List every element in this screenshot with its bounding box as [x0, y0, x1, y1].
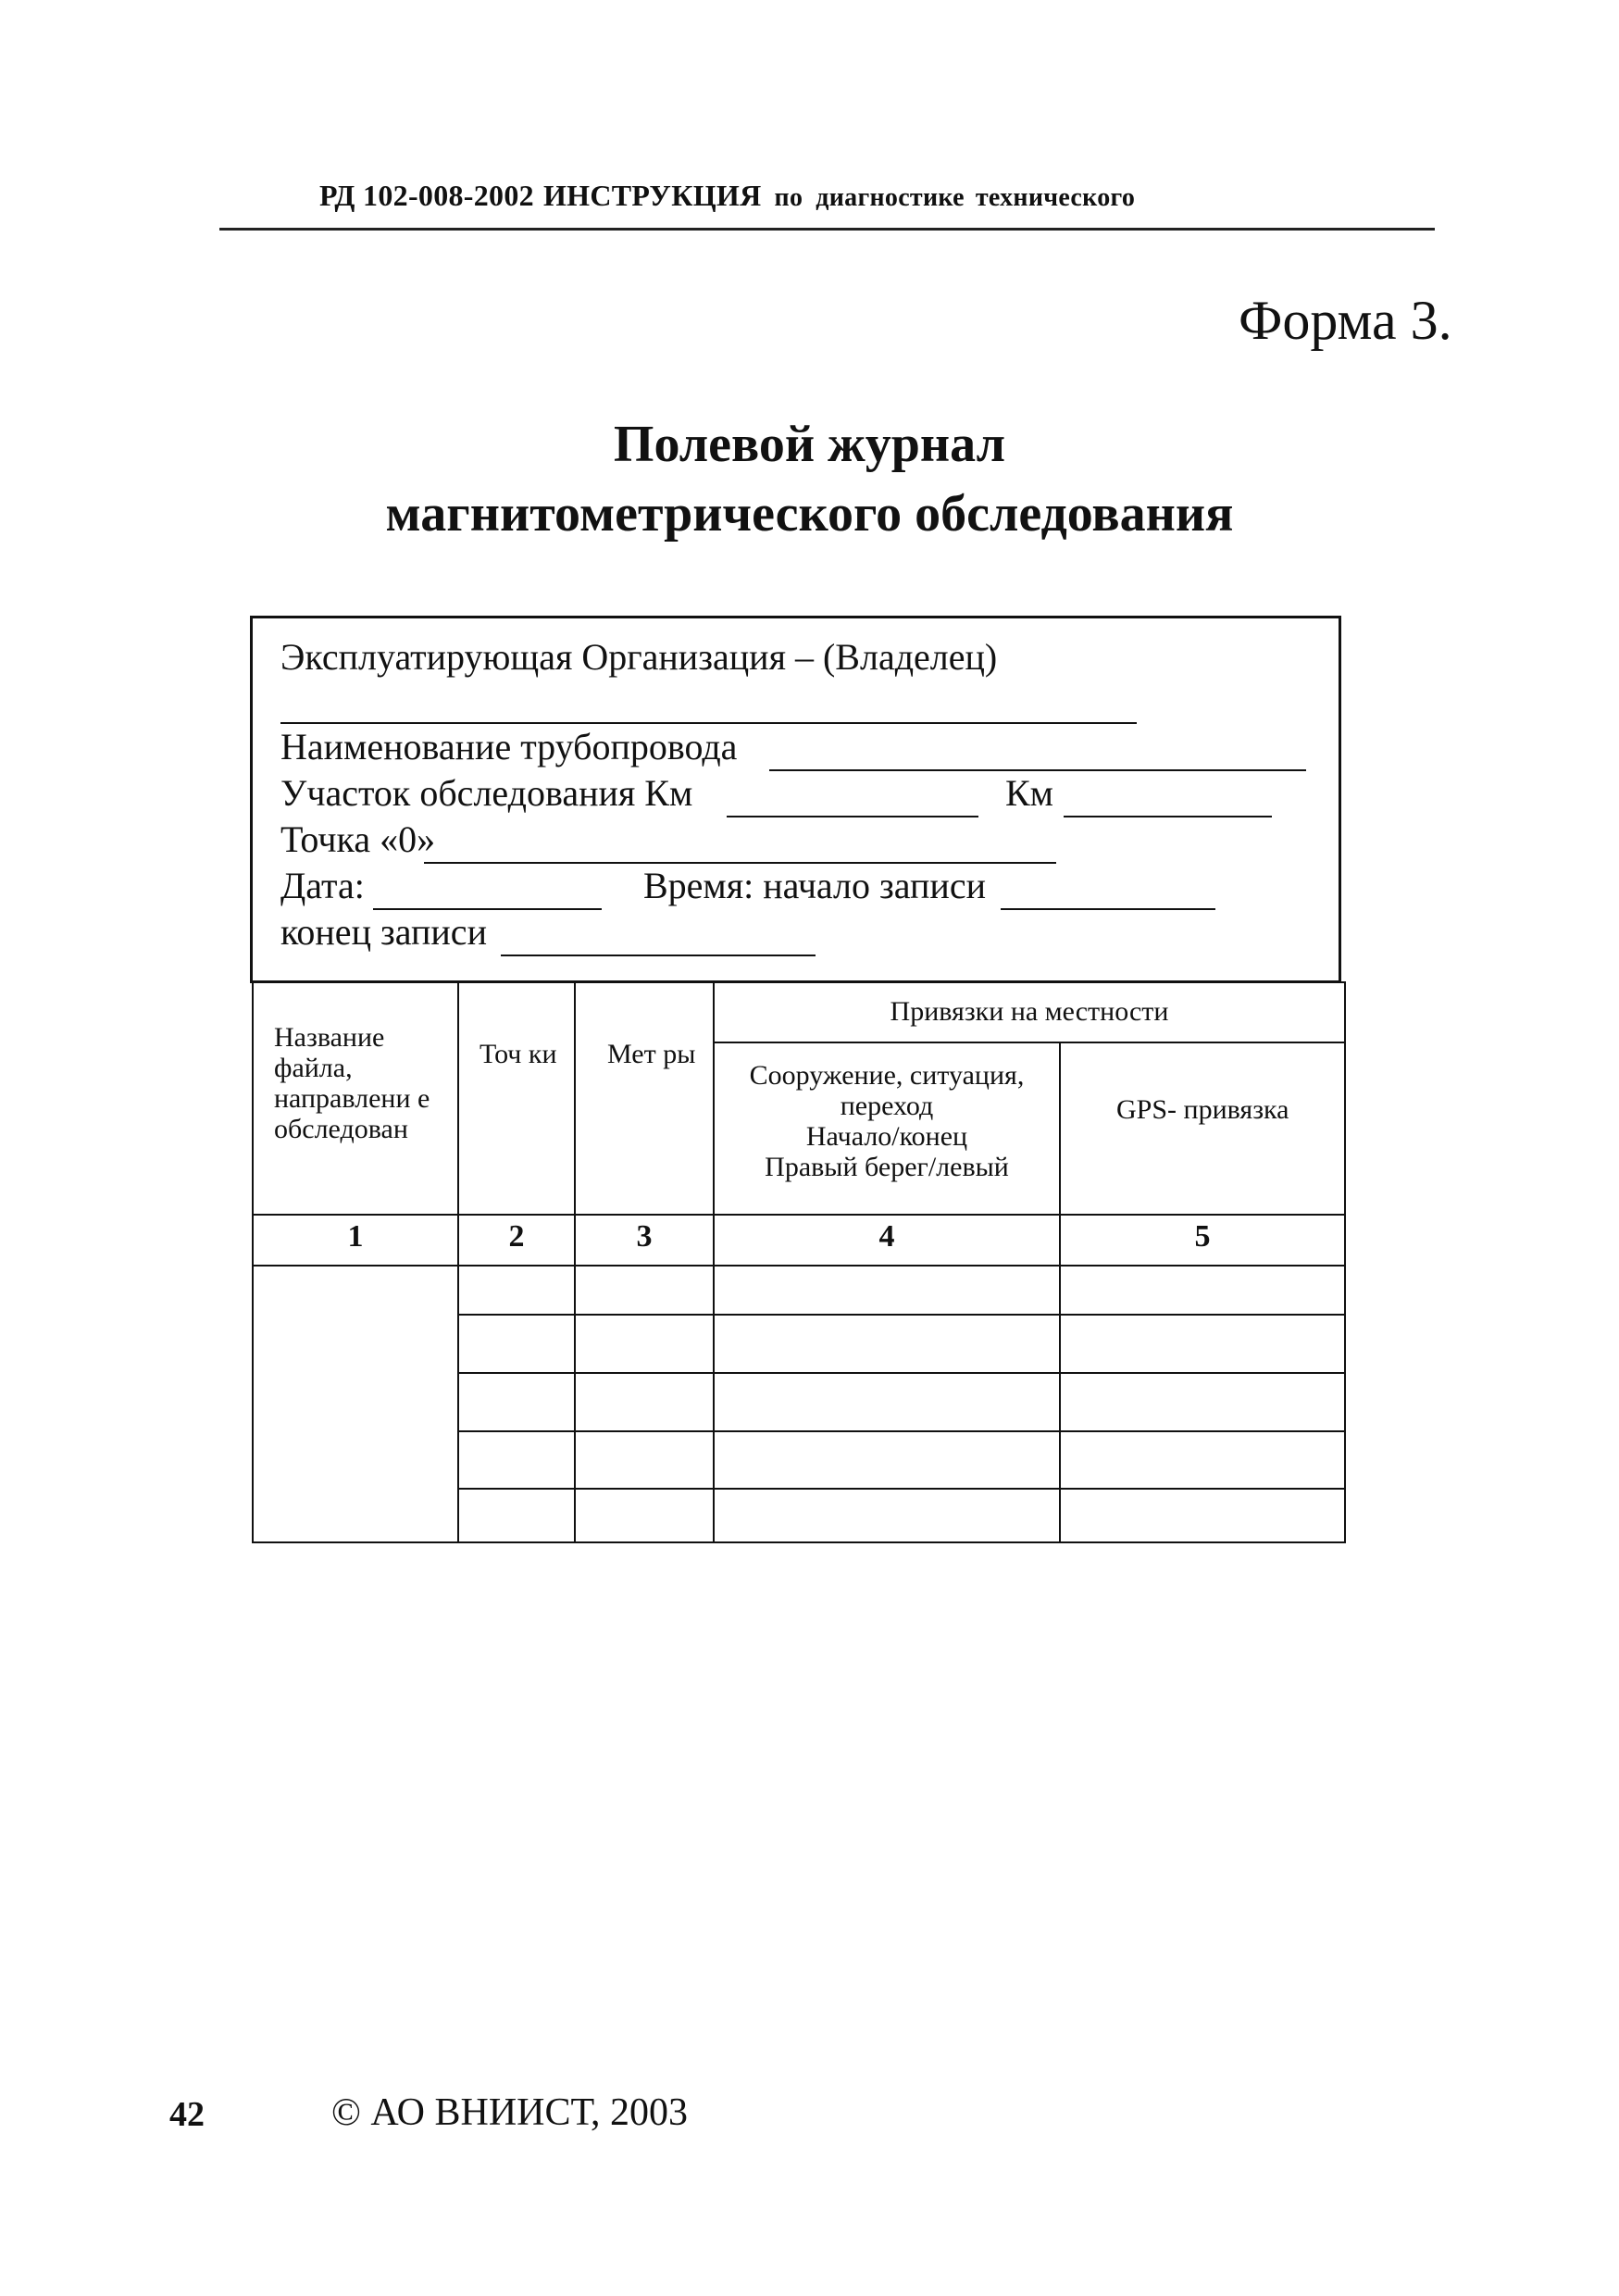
col-header-points: Точ ки [458, 982, 575, 1215]
pipeline-label: Наименование трубопровода [280, 726, 738, 767]
structure-line-2: переход [840, 1091, 934, 1121]
table-cell[interactable] [1060, 1489, 1345, 1542]
col-number-1: 1 [253, 1215, 458, 1266]
end-blank-line[interactable] [501, 955, 816, 956]
col-header-structure [714, 1042, 1060, 1215]
table-cell[interactable] [458, 1373, 575, 1431]
col-number-3: 3 [575, 1215, 714, 1266]
table-cell[interactable] [575, 1431, 714, 1489]
table-cell[interactable] [458, 1489, 575, 1542]
table-cell[interactable] [575, 1373, 714, 1431]
table-cell[interactable] [1060, 1431, 1345, 1489]
form-number: Форма 3. [1239, 290, 1452, 351]
doc-code: РД 102-008-2002 [319, 179, 534, 212]
structure-line-1: Сооружение, ситуация, [749, 1060, 1025, 1091]
col-number-5: 5 [1060, 1215, 1345, 1266]
table-cell[interactable] [714, 1266, 1060, 1315]
col-number-2: 2 [458, 1215, 575, 1266]
section-label: Участок обследования Км [280, 772, 693, 814]
table-cell[interactable] [575, 1266, 714, 1315]
header-rule [219, 228, 1435, 231]
col-header-meters: Мет ры [575, 982, 714, 1215]
time-start-blank-line[interactable] [1001, 908, 1215, 910]
col-number-4: 4 [714, 1215, 1060, 1266]
table-cell[interactable] [714, 1315, 1060, 1373]
journal-table [252, 981, 1346, 1543]
point-label: Точка «0» [280, 818, 436, 860]
operator-blank-line[interactable] [280, 722, 1137, 724]
section-end-blank-line[interactable] [1064, 816, 1272, 817]
col-header-gps: GPS- привязка [1060, 1042, 1345, 1215]
structure-line-3: Начало/конец [805, 1121, 968, 1152]
km-label: Км [1005, 772, 1053, 814]
table-cell[interactable] [1060, 1373, 1345, 1431]
operator-label: Эксплуатирующая Организация – (Владелец) [280, 636, 998, 678]
table-cell[interactable] [458, 1315, 575, 1373]
header-word-tech: технического [975, 183, 1136, 212]
section-start-blank-line[interactable] [727, 816, 978, 817]
running-header [319, 179, 1245, 213]
form-header-box [250, 616, 1341, 983]
page-number: 42 [169, 2095, 205, 2134]
title-line-1: Полевой журнал [613, 416, 1006, 473]
header-word-diag: диагностике [816, 183, 965, 212]
table-cell-file[interactable] [253, 1266, 458, 1542]
table-cell[interactable] [458, 1266, 575, 1315]
doc-type: ИНСТРУКЦИЯ [542, 179, 762, 212]
title-line-2: магнитометрического обследования [385, 485, 1234, 543]
table-cell[interactable] [458, 1431, 575, 1489]
copyright: © АО ВНИИСТ, 2003 [331, 2091, 688, 2134]
table-cell[interactable] [714, 1373, 1060, 1431]
table-cell[interactable] [575, 1489, 714, 1542]
end-label: конец записи [280, 911, 487, 953]
table-cell[interactable] [1060, 1315, 1345, 1373]
col-header-file: Название файла, направлени е обследован [253, 982, 458, 1215]
group-header-references: Привязки на местности [714, 982, 1345, 1042]
table-cell[interactable] [714, 1431, 1060, 1489]
table-cell[interactable] [714, 1489, 1060, 1542]
header-word-po: по [774, 183, 803, 212]
time-label: Время: начало записи [643, 865, 986, 906]
date-label: Дата: [280, 865, 365, 906]
table-cell[interactable] [1060, 1266, 1345, 1315]
structure-line-4: Правый берег/левый [765, 1152, 1009, 1182]
table-cell[interactable] [575, 1315, 714, 1373]
